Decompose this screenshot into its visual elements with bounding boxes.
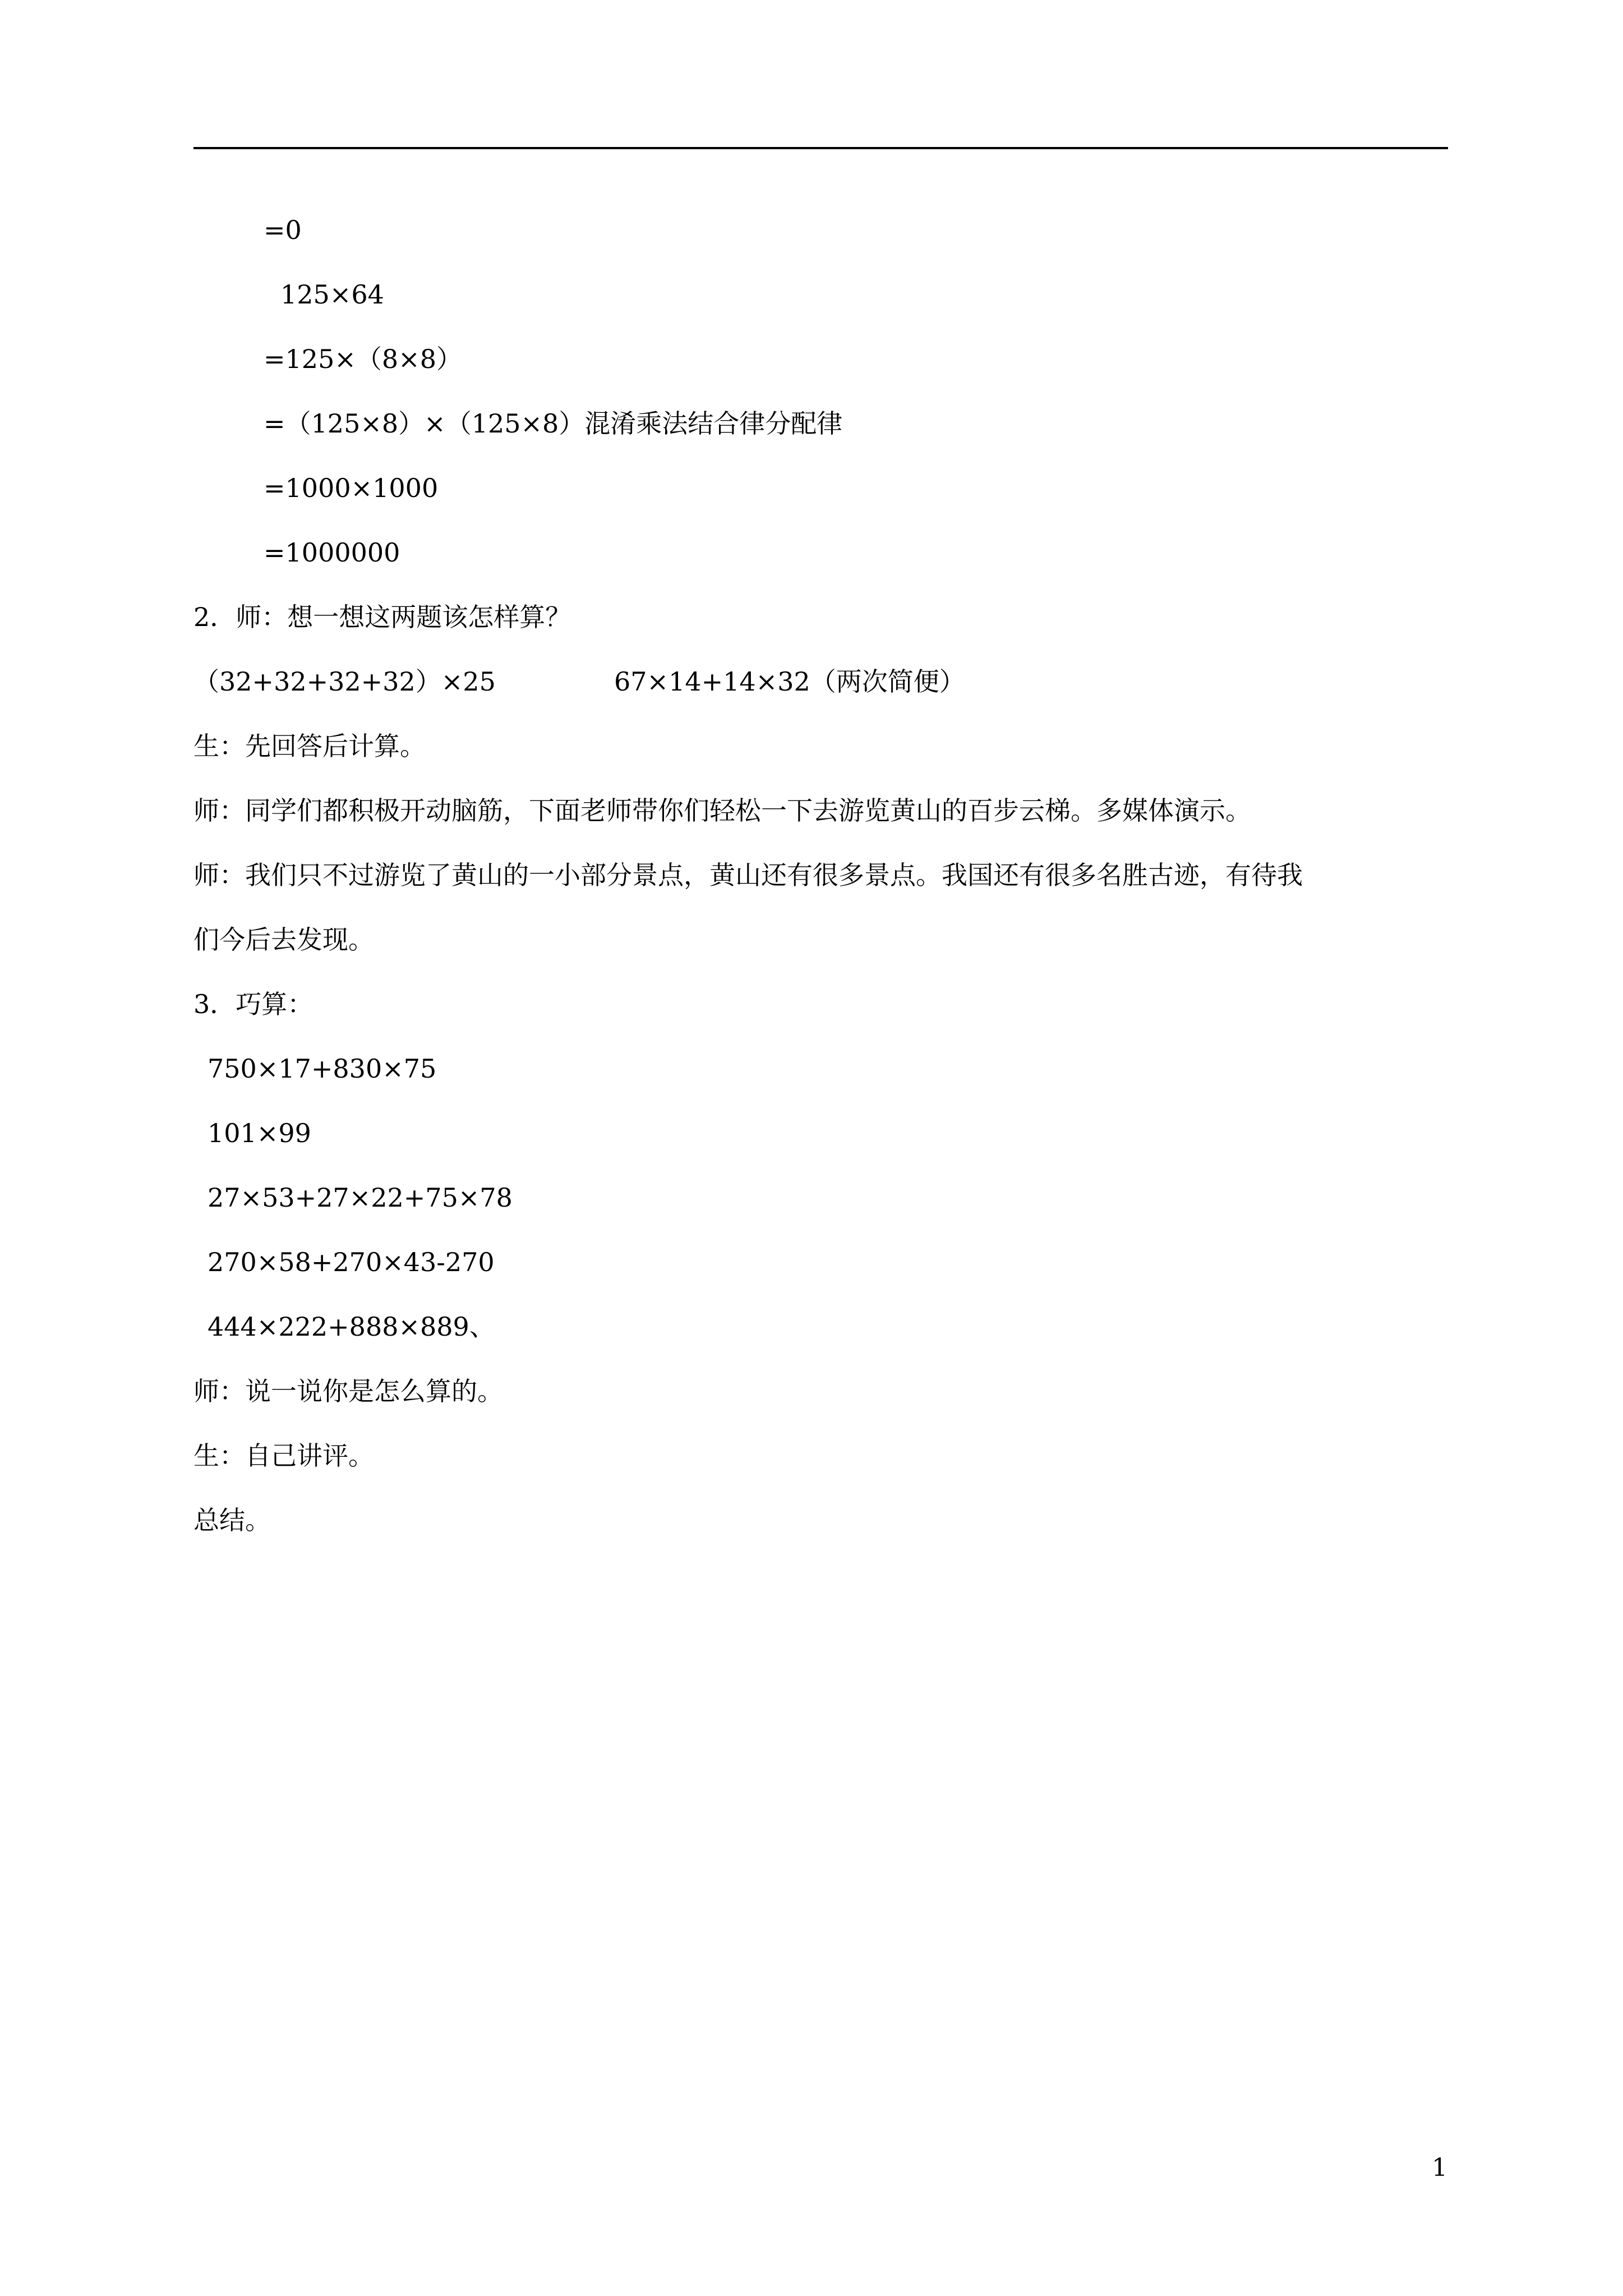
header-rule — [193, 147, 1448, 149]
text-line: （32+32+32+32）×25 — [193, 666, 496, 697]
text-line: =0 — [264, 215, 302, 245]
text-line: 125×64 — [280, 279, 384, 310]
text-line: 师：同学们都积极开动脑筋，下面老师带你们轻松一下去游览黄山的百步云梯。多媒体演示。 — [193, 795, 1251, 826]
text-line: 生：自己讲评。 — [193, 1441, 374, 1471]
text-line: 67×14+14×32（两次简便） — [614, 666, 965, 697]
text-line: 总结。 — [193, 1505, 271, 1535]
text-line: =1000000 — [264, 537, 400, 568]
text-line: 444×222+888×889、 — [208, 1312, 495, 1342]
text-line: =（125×8）×（125×8）混淆乘法结合律分配律 — [264, 408, 843, 439]
text-line: 27×53+27×22+75×78 — [208, 1182, 513, 1213]
text-line: 们今后去发现。 — [193, 924, 374, 955]
text-line: 270×58+270×43-270 — [208, 1247, 495, 1277]
text-line: 生：先回答后计算。 — [193, 731, 426, 761]
text-line: =1000×1000 — [264, 473, 439, 503]
text-line: 师：我们只不过游览了黄山的一小部分景点，黄山还有很多景点。我国还有很多名胜古迹，有待我 — [193, 860, 1303, 890]
text-line: 101×99 — [208, 1118, 311, 1148]
text-line: =125×（8×8） — [264, 344, 462, 374]
section-heading: 3．巧算： — [193, 989, 313, 1019]
text-line: 师：说一说你是怎么算的。 — [193, 1376, 503, 1406]
page-number: 1 — [1432, 2154, 1447, 2182]
section-heading: 2．师：想一想这两题该怎样算？ — [193, 602, 571, 632]
text-line: 750×17+830×75 — [208, 1053, 437, 1084]
